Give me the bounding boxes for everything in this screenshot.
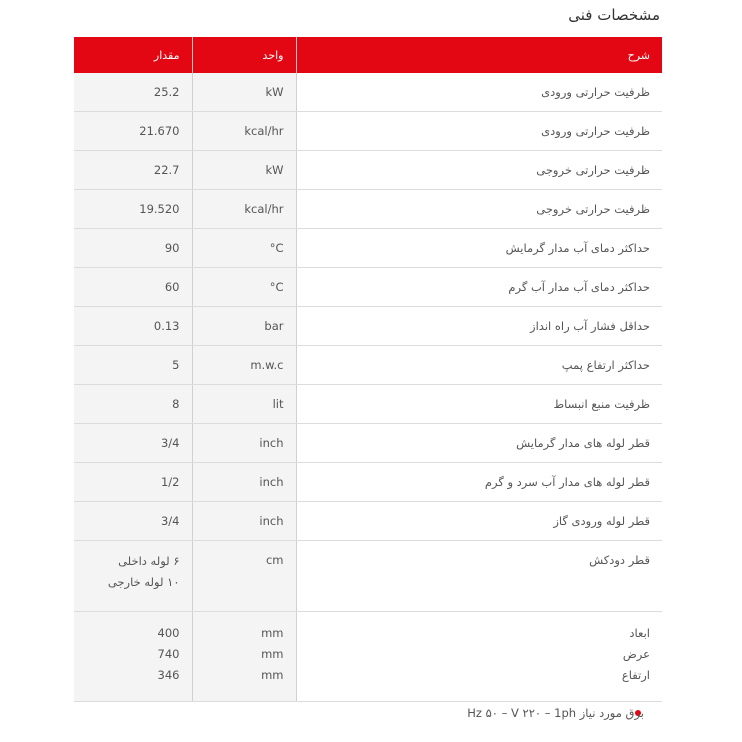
- row-description: ظرفیت حرارتی ورودی: [296, 112, 662, 151]
- row-value: 3/4: [74, 424, 192, 463]
- table-row: [74, 268, 662, 307]
- row-value: 8: [74, 385, 192, 424]
- row-value: 19.520: [74, 190, 192, 229]
- table-row: [74, 463, 662, 502]
- row-value: 1/2: [74, 463, 192, 502]
- table-row: [74, 73, 662, 112]
- table-row: [74, 151, 662, 190]
- table-row: [74, 307, 662, 346]
- row-value: 25.2: [74, 73, 192, 112]
- row-value: 60: [74, 268, 192, 307]
- row-description: قطر لوله های مدار آب سرد و گرم: [296, 463, 662, 502]
- row-description: ظرفیت حرارتی خروجی: [296, 151, 662, 190]
- row-unit: inch: [192, 502, 296, 541]
- row-value: 5: [74, 346, 192, 385]
- row-unit: m.w.c: [192, 346, 296, 385]
- row-unit: inch: [192, 424, 296, 463]
- row-unit: °C: [192, 229, 296, 268]
- table-row: [74, 112, 662, 151]
- row-unit: inch: [192, 463, 296, 502]
- dimensions-units: [192, 612, 296, 702]
- header-description: شرح: [296, 37, 662, 73]
- flue-inner-value: ۶ لوله داخلی: [118, 554, 180, 568]
- dimension-label: ارتفاع: [621, 668, 650, 682]
- flue-values: [74, 541, 192, 612]
- row-unit: lit: [192, 385, 296, 424]
- row-unit: kcal/hr: [192, 190, 296, 229]
- row-description: قطر لوله ورودی گاز: [296, 502, 662, 541]
- spec-table: [74, 37, 662, 702]
- table-row: [74, 190, 662, 229]
- row-unit: kW: [192, 151, 296, 190]
- dimension-value: 740: [157, 647, 180, 661]
- row-unit: bar: [192, 307, 296, 346]
- dimension-label: عرض: [622, 647, 650, 661]
- dimension-unit: mm: [261, 668, 284, 682]
- table-row: [74, 346, 662, 385]
- row-description: حداکثر دمای آب مدار گرمایش: [296, 229, 662, 268]
- header-value: مقدار: [74, 37, 192, 73]
- row-description: قطر لوله های مدار گرمایش: [296, 424, 662, 463]
- flue-description: قطر دودکش: [296, 541, 662, 612]
- table-row: [74, 385, 662, 424]
- dimensions-values: [74, 612, 192, 702]
- row-unit: kW: [192, 73, 296, 112]
- row-value: 0.13: [74, 307, 192, 346]
- row-description: ظرفیت حرارتی ورودی: [296, 73, 662, 112]
- row-value: 21.670: [74, 112, 192, 151]
- flue-unit: cm: [192, 541, 296, 612]
- row-description: ظرفیت منبع انبساط: [296, 385, 662, 424]
- flue-outer-value: ۱۰ لوله خارجی: [107, 575, 180, 589]
- dimension-label: ابعاد: [629, 626, 650, 640]
- dimension-value: 346: [157, 668, 180, 682]
- row-unit: °C: [192, 268, 296, 307]
- row-description: حداکثر ارتفاع پمپ: [296, 346, 662, 385]
- dimensions-labels: [296, 612, 662, 702]
- table-row-flue: [74, 541, 662, 612]
- dimension-unit: mm: [261, 647, 284, 661]
- dimension-value: 400: [157, 626, 180, 640]
- row-value: 90: [74, 229, 192, 268]
- table-row-dimensions: [74, 612, 662, 702]
- power-requirement-note: برق مورد نیاز Hz ۵۰ – V ۲۲۰ – 1ph: [467, 706, 644, 720]
- row-description: حداکثر دمای آب مدار آب گرم: [296, 268, 662, 307]
- header-unit: واحد: [192, 37, 296, 73]
- row-unit: kcal/hr: [192, 112, 296, 151]
- table-row: [74, 229, 662, 268]
- row-description: ظرفیت حرارتی خروجی: [296, 190, 662, 229]
- row-value: 3/4: [74, 502, 192, 541]
- row-value: 22.7: [74, 151, 192, 190]
- table-row: [74, 502, 662, 541]
- row-description: حداقل فشار آب راه انداز: [296, 307, 662, 346]
- table-row: [74, 424, 662, 463]
- table-header-row: [74, 37, 662, 73]
- page-title: مشخصات فنی: [568, 6, 660, 24]
- dimension-unit: mm: [261, 626, 284, 640]
